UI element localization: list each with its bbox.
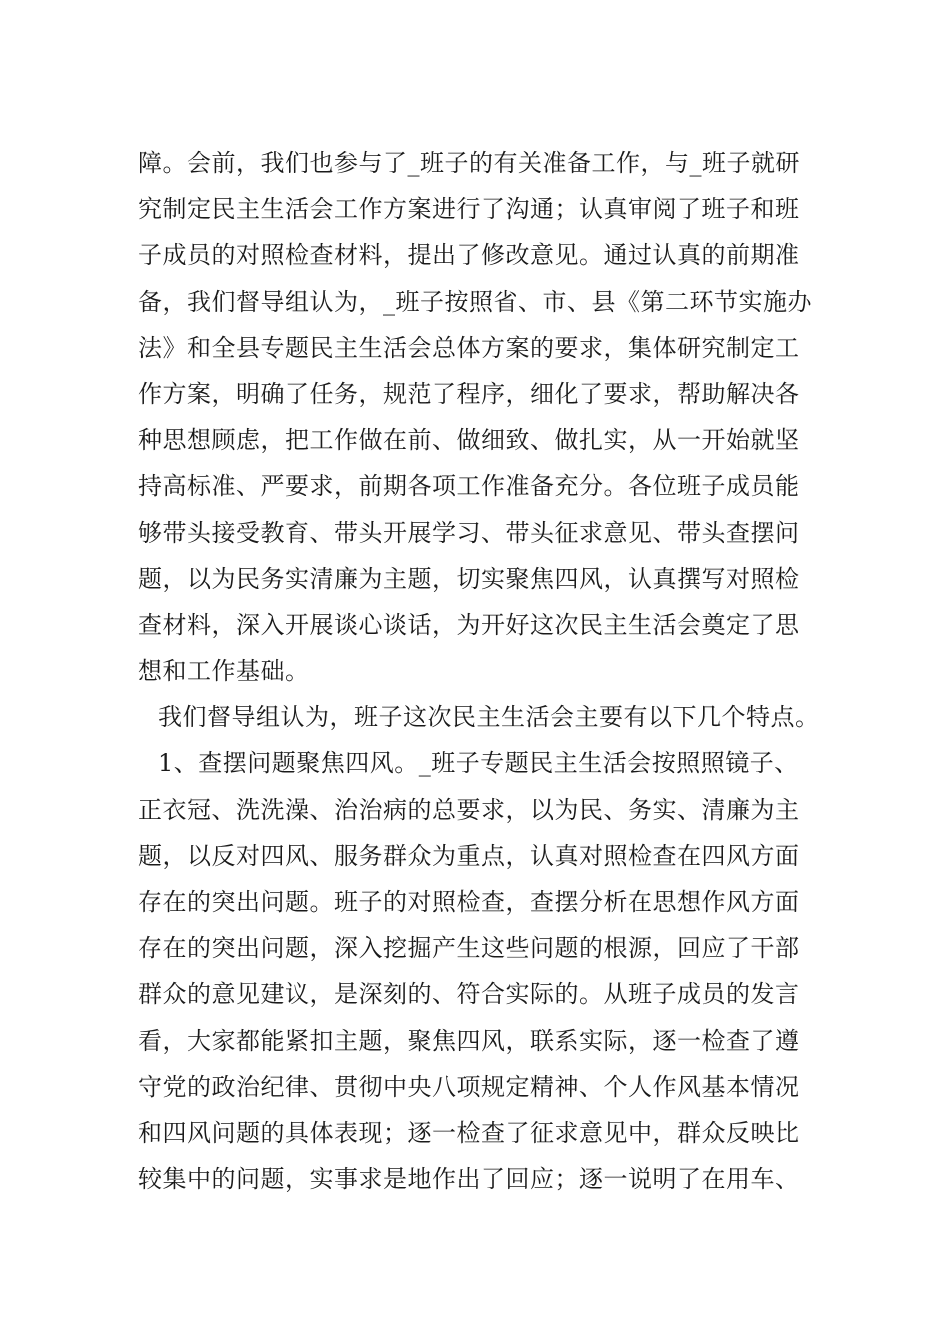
text-line: 群众的意见建议，是深刻的、符合实际的。从班子成员的发言 xyxy=(138,980,800,1009)
text-line: 种思想顾虑，把工作做在前、做细致、做扎实，从一开始就坚 xyxy=(138,426,800,455)
paragraph-intro-line: 我们督导组认为，班子这次民主生活会主要有以下几个特点。 xyxy=(158,703,820,732)
text-line: 法》和全县专题民主生活会总体方案的要求，集体研究制定工 xyxy=(138,333,800,362)
text-line: 子成员的对照检查材料，提出了修改意见。通过认真的前期准 xyxy=(138,241,800,270)
text-line: 究制定民主生活会工作方案进行了沟通；认真审阅了班子和班 xyxy=(138,195,800,224)
text-line: 正衣冠、洗洗澡、治治病的总要求，以为民、务实、清廉为主 xyxy=(138,795,800,824)
text-line: 存在的突出问题，深入挖掘产生这些问题的根源，回应了干部 xyxy=(138,934,800,963)
numbered-heading-line: 1、查摆问题聚焦四风。_班子专题民主生活会按照照镜子、 xyxy=(158,749,799,778)
text-line: 守党的政治纪律、贯彻中央八项规定精神、个人作风基本情况 xyxy=(138,1072,800,1101)
text-line: 题，以反对四风、服务群众为重点，认真对照检查在四风方面 xyxy=(138,841,800,870)
text-line: 想和工作基础。 xyxy=(138,657,310,686)
body-text xyxy=(138,140,828,1202)
text-line: 够带头接受教育、带头开展学习、带头征求意见、带头查摆问 xyxy=(138,518,800,547)
text-line: 看，大家都能紧扣主题，聚焦四风，联系实际，逐一检查了遵 xyxy=(138,1026,800,1055)
text-line: 障。会前，我们也参与了_班子的有关准备工作，与_班子就研 xyxy=(138,149,800,177)
text-line: 持高标准、严要求，前期各项工作准备充分。各位班子成员能 xyxy=(138,472,800,501)
text-line: 题，以为民务实清廉为主题，切实聚焦四风，认真撰写对照检 xyxy=(138,564,800,593)
text-line: 存在的突出问题。班子的对照检查，查摆分析在思想作风方面 xyxy=(138,888,800,916)
text-line: 备，我们督导组认为，_班子按照省、市、县《第二环节实施办 xyxy=(138,287,812,316)
text-line: 作方案，明确了任务，规范了程序，细化了要求，帮助解决各 xyxy=(138,379,800,408)
text-line: 和四风问题的具体表现；逐一检查了征求意见中，群众反映比 xyxy=(138,1118,800,1147)
text-line: 较集中的问题，实事求是地作出了回应；逐一说明了在用车、 xyxy=(138,1165,800,1194)
text-line: 查材料，深入开展谈心谈话，为开好这次民主生活会奠定了思 xyxy=(138,610,800,639)
